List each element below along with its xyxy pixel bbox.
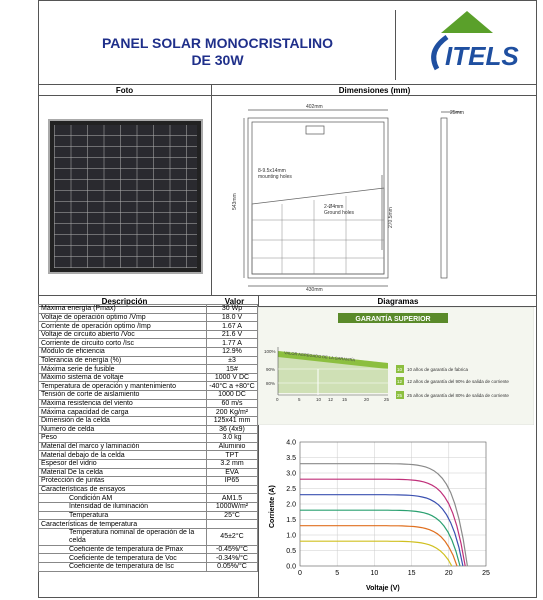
spec-description: Máxima serie de fusible <box>39 365 207 374</box>
spec-value: 36 (4x9) <box>207 425 258 434</box>
spec-description: Temperatura de operación y mantenimiento <box>39 382 207 391</box>
spec-row <box>39 356 258 365</box>
itels-house-logo-icon <box>397 3 537 83</box>
legend-badge: 25 <box>397 393 403 398</box>
warranty-xtick: 0 <box>276 397 279 402</box>
spec-value: 18.0 V <box>207 313 258 322</box>
spec-value: 1000 V DC <box>207 373 258 382</box>
legend-badge: 12 <box>397 379 403 384</box>
dim-hole-spacing: 270.5mm <box>388 207 394 228</box>
spec-description: Módulo de eficiencia <box>39 348 207 357</box>
y-tick-label: 1.5 <box>286 517 296 524</box>
y-tick-label: 3.0 <box>286 470 296 478</box>
spec-value: 25°C <box>207 511 258 520</box>
legend-badge: 10 <box>397 367 403 372</box>
x-tick-label: 25 <box>482 570 490 577</box>
spec-description: Corriente de operación optimo /Imp <box>39 322 207 331</box>
spec-row <box>39 348 258 357</box>
spec-row <box>39 503 258 512</box>
warranty-xtick: 15 <box>342 397 348 402</box>
page-title-line1: PANEL SOLAR MONOCRISTALINO <box>102 35 333 51</box>
warranty-ytick: 80% <box>266 381 276 386</box>
legend-text: 10 años de garantía de fabrica <box>407 367 469 372</box>
dim-mounting-holes: 8-9.5x14mm <box>258 168 286 174</box>
spec-value: AM1.5 <box>207 494 258 503</box>
spec-description: Material debajo de la celda <box>39 451 207 460</box>
spec-row <box>39 528 258 545</box>
spec-value: IP65 <box>207 477 258 486</box>
spec-description: Temperatura <box>39 511 207 520</box>
spec-value: -0.45%/°C <box>207 545 258 554</box>
warranty-diagram <box>258 307 534 425</box>
spec-row <box>39 442 258 451</box>
spec-description: Máxima resistencia del viento <box>39 399 207 408</box>
divider <box>211 84 212 295</box>
divider <box>38 295 537 296</box>
spec-description: Tolerancia de energía (%) <box>39 356 207 365</box>
spec-value: Aluminio <box>207 442 258 451</box>
divider <box>38 95 537 96</box>
spec-row <box>39 459 258 468</box>
divider <box>38 84 537 85</box>
spec-value: 0.05%/°C <box>207 563 258 572</box>
spec-value: 45±2°C <box>207 528 258 545</box>
x-tick-label: 20 <box>444 570 453 577</box>
spec-row <box>39 408 258 417</box>
legend-text: 12 años de garantía del 90% de salida de corriente <box>407 379 509 384</box>
spec-row <box>39 365 258 374</box>
y-tick-label: 2.0 <box>286 501 296 509</box>
spec-description: Tensión de corte de aislamiento <box>39 391 207 400</box>
dim-ground-holes: 2-Ø4mm <box>324 204 344 210</box>
spec-row <box>39 416 258 425</box>
dimensions-drawing <box>216 100 532 292</box>
spec-row <box>39 511 258 520</box>
spec-description: Condición AM <box>39 494 207 503</box>
spec-value: 60 m/s <box>207 399 258 408</box>
y-tick-label: 2.5 <box>286 486 296 493</box>
spec-value: 21.6 V <box>207 330 258 339</box>
warranty-xtick: 25 <box>384 397 390 402</box>
logo-text: ITELS <box>445 41 519 71</box>
iv-curve-chart <box>262 436 534 592</box>
spec-value: ±3 <box>207 356 258 365</box>
x-tick-label: 15 <box>407 570 416 577</box>
iv-curve-series <box>300 495 463 566</box>
dimensions-heading: Dimensiones (mm) <box>338 86 411 95</box>
spec-value: 12.9% <box>207 348 258 357</box>
spec-description: Voltaje de circuito abierto /Voc <box>39 330 207 339</box>
spec-value: EVA <box>207 468 258 477</box>
legend-text: 25 años de garantía del 80% de salida de corriente <box>407 393 509 398</box>
dim-mounting-holes-label: mounting holes <box>258 174 292 180</box>
dim-thickness: 25mm <box>450 110 464 116</box>
spec-value: 125x41 mm <box>207 416 258 425</box>
spec-row <box>39 451 258 460</box>
spec-row <box>39 468 258 477</box>
spec-row <box>39 520 258 529</box>
spec-row <box>39 494 258 503</box>
warranty-ytick: 100% <box>264 349 276 354</box>
value-heading: Valor <box>224 297 245 306</box>
spec-description: Dimensión de la celda <box>39 416 207 425</box>
spec-row <box>39 330 258 339</box>
warranty-title: GARANTÍA SUPERIOR <box>355 316 431 323</box>
dim-width-top: 402mm <box>306 104 323 110</box>
y-tick-label: 0.5 <box>286 548 296 555</box>
iv-ylabel: Corriente (A) <box>269 485 276 528</box>
spec-value: -0.34%/°C <box>207 554 258 563</box>
warranty-ytick: 90% <box>266 367 276 372</box>
itels-logo <box>397 3 537 83</box>
x-tick-label: 5 <box>335 570 340 577</box>
spec-row <box>39 399 258 408</box>
spec-value: 1.67 A <box>207 322 258 331</box>
spec-row <box>39 339 258 348</box>
spec-description: Peso <box>39 434 207 443</box>
dim-width-bottom: 430mm <box>306 287 323 292</box>
iv-xlabel: Voltaje (V) <box>366 585 400 592</box>
photo-heading: Foto <box>115 86 134 95</box>
spec-description: Temperatura nominal de operación de la celda <box>39 528 207 545</box>
iv-curve-series <box>300 526 457 566</box>
spec-row <box>39 434 258 443</box>
x-tick-label: 10 <box>370 570 379 577</box>
spec-value <box>207 520 258 529</box>
spec-table <box>38 304 258 572</box>
spec-description: Material del marco y laminación <box>39 442 207 451</box>
iv-curve-series <box>300 541 452 566</box>
header-title-block <box>39 10 396 80</box>
warranty-diagonal-label: VALOR AGREGADO DE LA GARANTÍA <box>283 350 356 363</box>
spec-description: Características de ensayos <box>39 485 207 494</box>
spec-description: Características de temperatura <box>39 520 207 529</box>
x-tick-label: 0 <box>298 570 302 577</box>
y-tick-label: 0.0 <box>286 563 296 571</box>
warranty-xtick: 5 <box>298 397 301 402</box>
spec-row <box>39 382 258 391</box>
spec-description: Protección de juntas <box>39 477 207 486</box>
y-tick-label: 3.5 <box>286 455 296 462</box>
spec-description: Coeficiente de temperatura de Isc <box>39 563 207 572</box>
spec-row <box>39 313 258 322</box>
spec-row <box>39 373 258 382</box>
spec-row <box>39 477 258 486</box>
spec-row <box>39 425 258 434</box>
description-heading: Descripción <box>101 297 148 306</box>
spec-value: 200 Kg/m² <box>207 408 258 417</box>
diagrams-heading: Diagramas <box>377 297 419 306</box>
warranty-xtick: 10 <box>316 397 322 402</box>
spec-description: Voltaje de operación optimo /Vmp <box>39 313 207 322</box>
spec-description: Máximo sistema de voltaje <box>39 373 207 382</box>
spec-value: 3.2 mm <box>207 459 258 468</box>
spec-description: Corriente de circuito corto /Isc <box>39 339 207 348</box>
spec-description: Intensidad de iluminación <box>39 503 207 512</box>
spec-description: Material De la celda <box>39 468 207 477</box>
spec-value: 30 Wp <box>207 305 258 314</box>
spec-description: Coeficiente de temperatura de Voc <box>39 554 207 563</box>
dim-ground-holes-label: Ground holes <box>324 210 355 216</box>
spec-row <box>39 305 258 314</box>
warranty-xtick: 20 <box>364 397 370 402</box>
spec-description: Numero de celda <box>39 425 207 434</box>
spec-value: 1.77 A <box>207 339 258 348</box>
spec-value: 1000 DC <box>207 391 258 400</box>
page-title-line2: DE 30W <box>191 52 244 68</box>
panel-photo <box>48 119 203 274</box>
spec-description: Máxima energía (Pmax) <box>39 305 207 314</box>
spec-value <box>207 485 258 494</box>
spec-value: -40°C a +80°C <box>207 382 258 391</box>
dim-height: 543mm <box>232 193 238 210</box>
spec-description: Máxima capacidad de carga <box>39 408 207 417</box>
spec-row <box>39 545 258 554</box>
spec-row <box>39 485 258 494</box>
y-tick-label: 4.0 <box>286 439 296 447</box>
spec-row <box>39 554 258 563</box>
spec-row <box>39 391 258 400</box>
spec-value: 1000W/m² <box>207 503 258 512</box>
spec-value: 15# <box>207 365 258 374</box>
spec-description: Espesor del vidrio <box>39 459 207 468</box>
spec-value: TPT <box>207 451 258 460</box>
spec-row <box>39 563 258 572</box>
iv-curve-series <box>300 510 460 566</box>
spec-description: Coeficiente de temperatura de Pmax <box>39 545 207 554</box>
warranty-xtick: 12 <box>328 397 334 402</box>
spec-row <box>39 322 258 331</box>
spec-value: 3.0 kg <box>207 434 258 443</box>
y-tick-label: 1.0 <box>286 532 296 540</box>
